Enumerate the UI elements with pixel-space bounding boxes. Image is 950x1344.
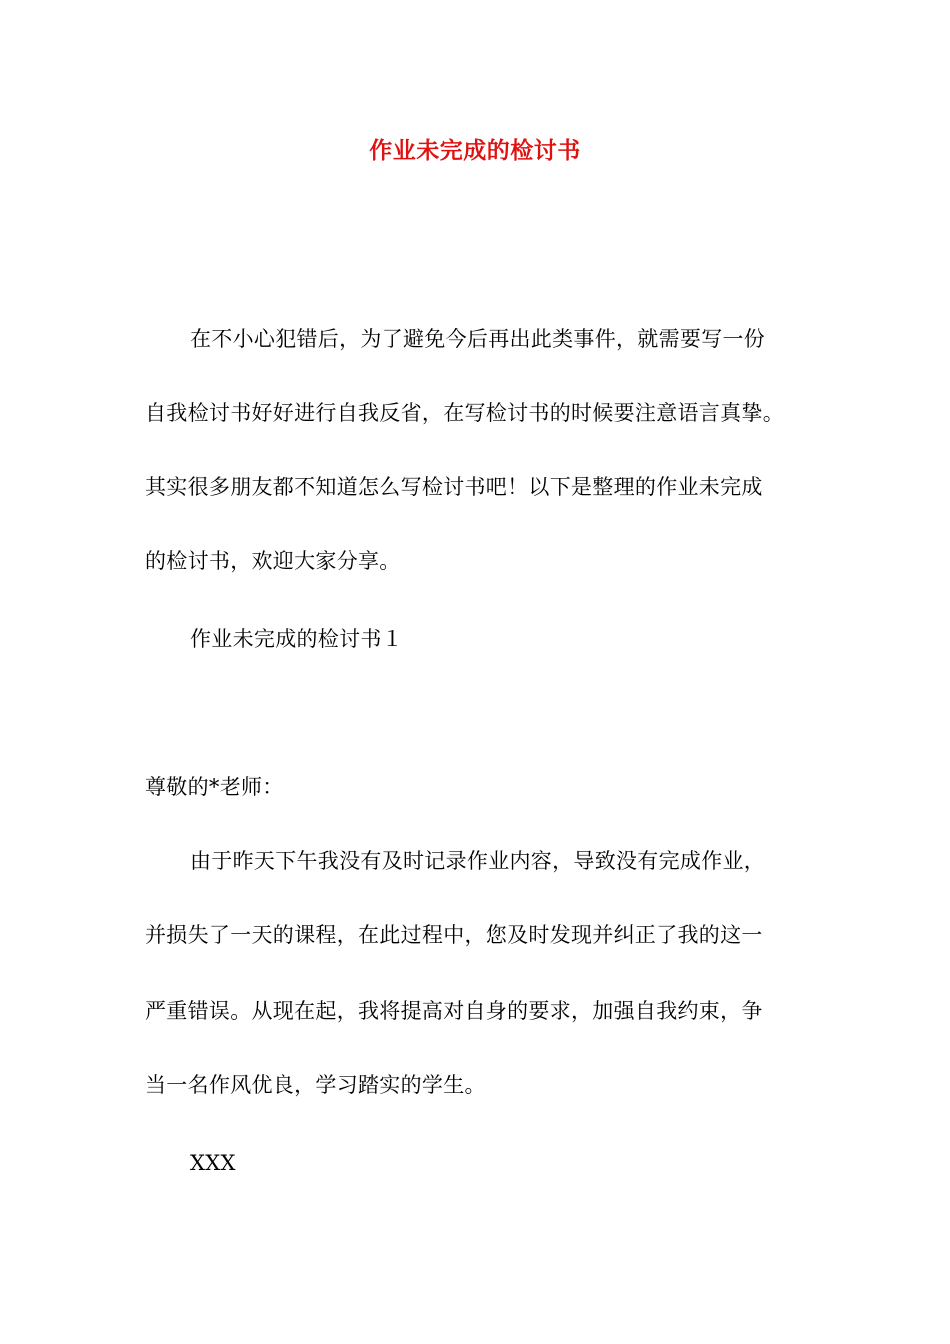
section-heading: 作业未完成的检讨书１ — [190, 627, 403, 651]
intro-line-1: 在不小心犯错后，为了避免今后再出此类事件，就需要写一份 — [190, 327, 766, 351]
intro-line-2: 自我检讨书好好进行自我反省，在写检讨书的时候要注意语言真挚。 — [145, 401, 784, 425]
salutation: 尊敬的*老师： — [145, 775, 284, 799]
signature: XXX — [190, 1151, 236, 1175]
body-line-1: 由于昨天下午我没有及时记录作业内容，导致没有完成作业， — [190, 849, 766, 873]
intro-line-3: 其实很多朋友都不知道怎么写检讨书吧！以下是整理的作业未完成 — [145, 475, 763, 499]
body-line-4: 当一名作风优良，学习踏实的学生。 — [145, 1073, 486, 1097]
body-line-2: 并损失了一天的课程，在此过程中，您及时发现并纠正了我的这一 — [145, 923, 763, 947]
intro-line-4: 的检讨书，欢迎大家分享。 — [145, 549, 401, 573]
document-title: 作业未完成的检讨书 — [369, 138, 581, 164]
body-line-3: 严重错误。从现在起，我将提高对自身的要求，加强自我约束，争 — [145, 999, 763, 1023]
